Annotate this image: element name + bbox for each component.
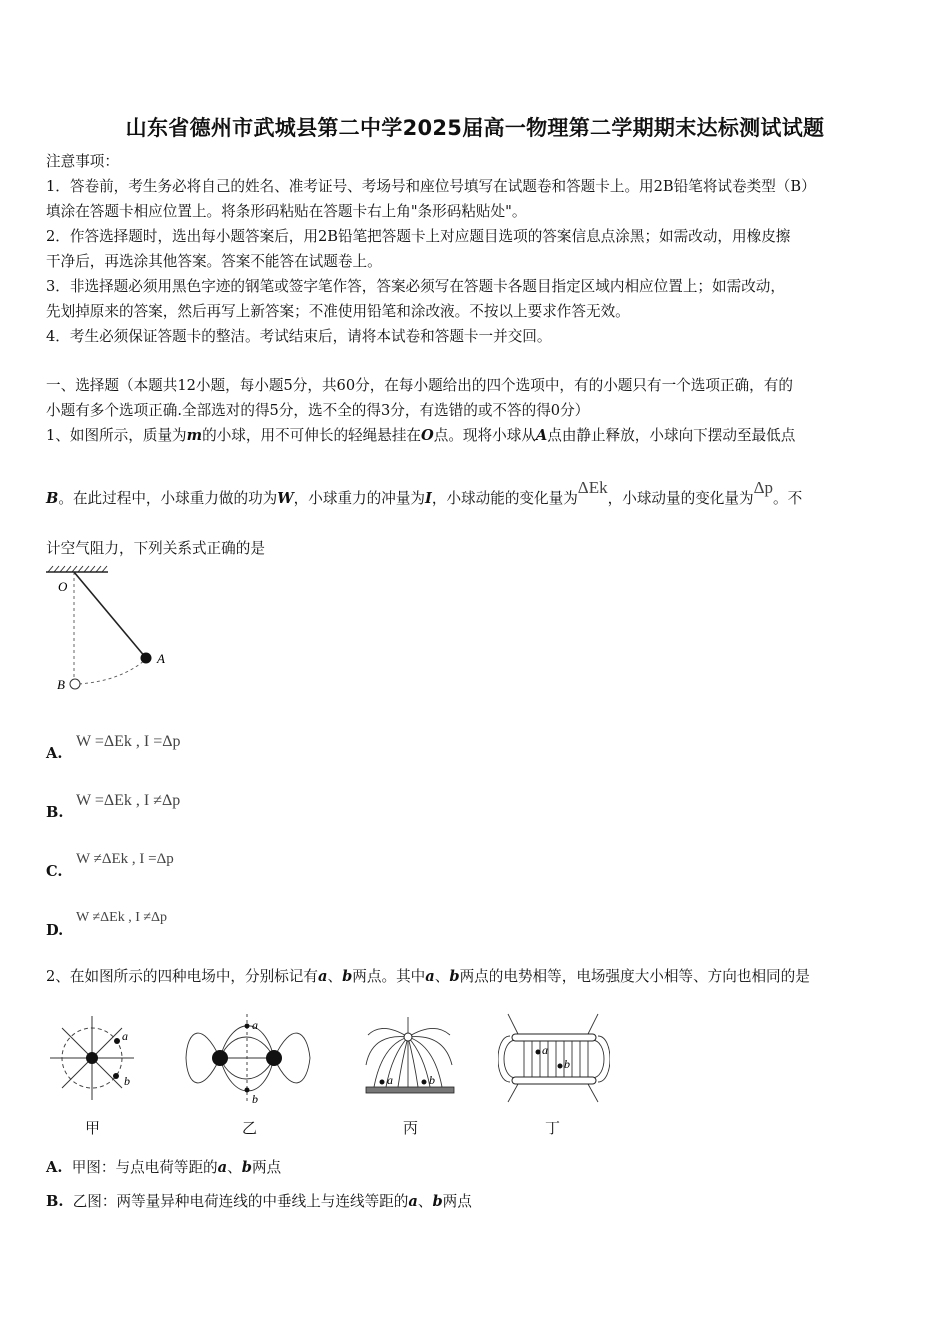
q2-option-b[interactable]: B. 乙图：两等量异种电荷连线的中垂线上与连线等距的a、b两点 [46, 1193, 472, 1210]
notice-heading: 注意事项： [46, 153, 119, 170]
q1-option-a[interactable]: A. W =ΔEk , I =Δp [46, 733, 181, 762]
q1-stem-line2: B。在此过程中，小球重力做的功为W，小球重力的冲量为I，小球动能的变化量为ΔEk，小球动量的变化量为Δp。不 [46, 478, 803, 507]
section-heading: 一、选择题（本题共12小题，每小题5分，共60分，在每小题给出的四个选项中，有的小题只有一个选项正确，有的 [46, 377, 793, 394]
notice-line: 填涂在答题卡相应位置上。将条形码粘贴在答题卡右上角"条形码粘贴处"。 [46, 203, 527, 220]
page-title: 山东省德州市武城县第二中学2025届高一物理第二学期期末达标测试试题 [125, 116, 825, 140]
field-figure-ding [498, 1010, 610, 1105]
delta-ek-symbol: ΔEk [577, 478, 608, 497]
notice-line: 3．非选择题必须用黑色字迹的钢笔或签字笔作答，答案必须写在答题卡各题目指定区域内相应位置上；如需改动， [46, 278, 785, 295]
fig-bing-label-b: b [429, 1073, 435, 1087]
notice-line: 2．作答选择题时，选出每小题答案后，用2B铅笔把答题卡上对应题目选项的答案信息点涂黑；如需改动，用橡皮擦 [46, 228, 791, 245]
q1-option-b[interactable]: B. W =ΔEk , I ≠Δp [46, 792, 181, 821]
caption-bing: 丙 [403, 1119, 419, 1137]
delta-p-symbol: Δp [753, 478, 774, 497]
field-figure-jia [46, 1010, 141, 1110]
section-heading: 小题有多个选项正确.全部选对的得5分，选不全的得3分，有选错的或不答的得0分） [46, 402, 590, 419]
field-figure-bing [362, 1015, 462, 1100]
notice-line: 干净后，再选涂其他答案。答案不能答在试题卷上。 [46, 253, 382, 270]
fig-yi-label-b: b [252, 1092, 258, 1106]
caption-jia: 甲 [85, 1119, 101, 1137]
pendulum-figure [40, 563, 180, 698]
fig-ding-label-a: a [542, 1043, 548, 1057]
q1-stem-line1: 1、如图所示，质量为m的小球，用不可伸长的轻绳悬挂在O点。现将小球从A点由静止释放，小球向下摆动至最低点 [46, 427, 796, 444]
q1-option-d[interactable]: D. W ≠ΔEk , I ≠Δp [46, 910, 168, 939]
label-B: B [57, 677, 65, 692]
fig-bing-label-a: a [387, 1073, 393, 1087]
caption-yi: 乙 [242, 1119, 258, 1137]
fig-ding-label-b: b [564, 1057, 570, 1071]
fig-yi-label-a: a [252, 1018, 258, 1032]
fig-jia-label-a: a [122, 1029, 128, 1043]
q2-option-a[interactable]: A. 甲图：与点电荷等距的a、b两点 [46, 1159, 282, 1176]
caption-ding: 丁 [545, 1119, 561, 1137]
field-figure-yi [182, 1010, 317, 1110]
label-O: O [58, 579, 68, 594]
q1-option-c[interactable]: C. W ≠ΔEk , I =Δp [46, 851, 174, 880]
label-A: A [157, 651, 165, 666]
notice-line: 4．考生必须保证答题卡的整洁。考试结束后，请将本试卷和答题卡一并交回。 [46, 328, 552, 345]
notice-line: 1．答卷前，考生务必将自己的姓名、准考证号、考场号和座位号填写在试题卷和答题卡上。用2B铅笔将试卷类型（B） [46, 178, 816, 195]
notice-line: 先划掉原来的答案，然后再写上新答案；不准使用铅笔和涂改液。不按以上要求作答无效。 [46, 303, 630, 320]
q2-stem: 2、在如图所示的四种电场中，分别标记有a、b两点。其中a、b两点的电势相等，电场强度大小相等、方向也相同的是 [46, 968, 810, 985]
fig-jia-label-b: b [124, 1074, 130, 1088]
q1-stem-line3: 计空气阻力，下列关系式正确的是 [46, 540, 265, 557]
